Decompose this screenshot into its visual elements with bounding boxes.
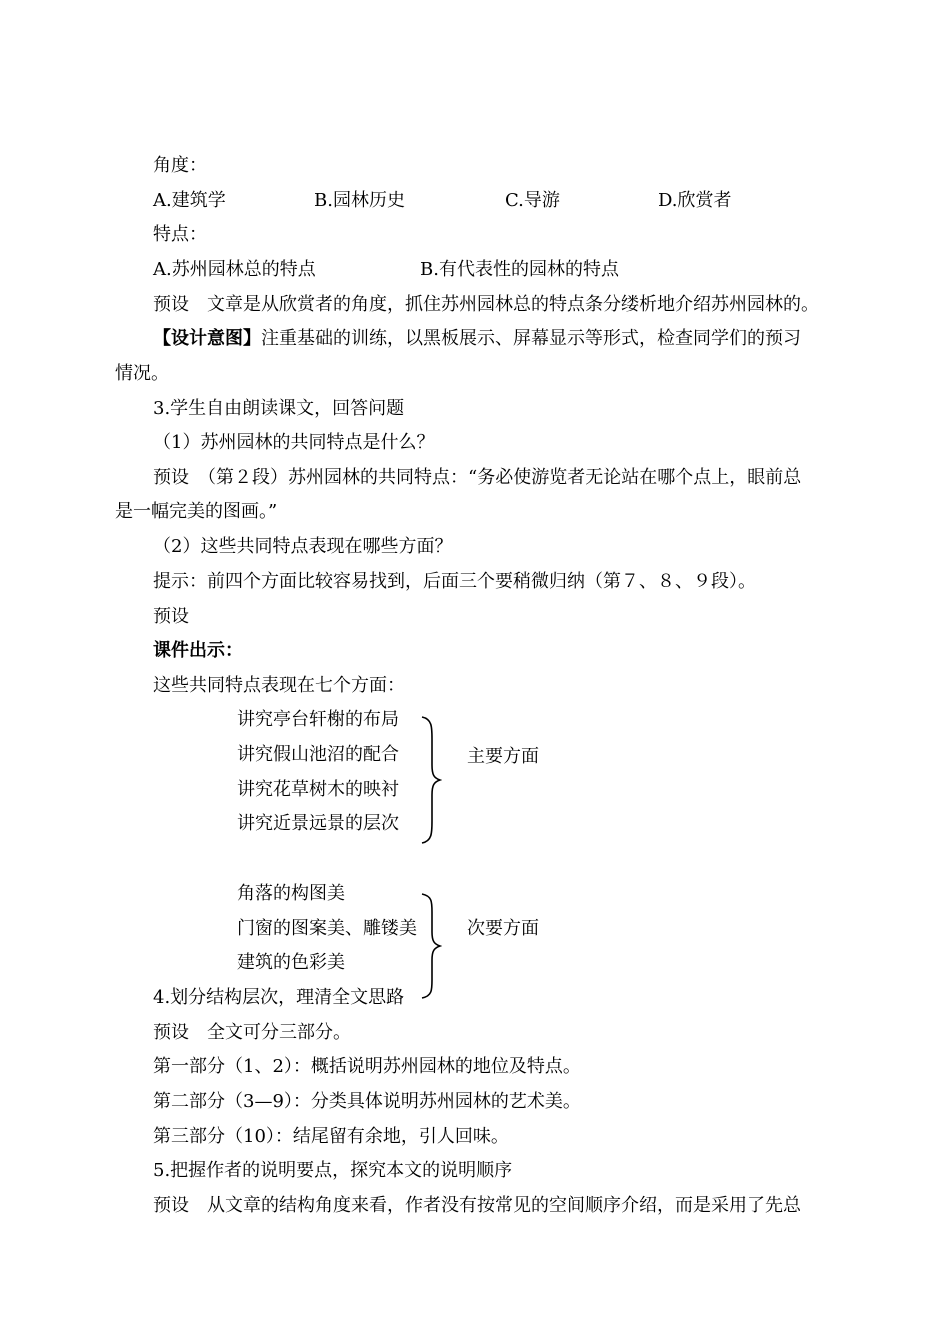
- aspects-intro: 这些共同特点表现在七个方面：: [153, 675, 405, 696]
- part-1: 第一部分（1、2）：概括说明苏州园林的地位及特点。: [153, 1056, 581, 1077]
- answer-1-line2: 是一幅完美的图画。”: [115, 501, 278, 522]
- step5-title: 5.把握作者的说明要点，探究本文的说明顺序: [153, 1160, 513, 1181]
- design-intent-line2: 情况。: [115, 363, 169, 384]
- design-intent-tag: 【设计意图】: [153, 328, 261, 349]
- answer-1-line1: 预设 （第２段）苏州园林的共同特点：“务必使游览者无论站在哪个点上，眼前总: [153, 467, 802, 488]
- question-2: （2）这些共同特点表现在哪些方面？: [153, 536, 453, 557]
- main-aspect-item: 讲究亭台轩榭的布局: [237, 709, 399, 730]
- courseware-heading: 课件出示：: [153, 640, 243, 661]
- minor-aspect-item: 建筑的色彩美: [237, 952, 345, 973]
- main-aspect-item: 讲究花草树木的映衬: [237, 779, 399, 800]
- feature-label: 特点：: [153, 224, 207, 245]
- question-1: （1）苏州园林的共同特点是什么？: [153, 432, 435, 453]
- angle-option-c: C.导游: [505, 190, 560, 211]
- feature-option-b: B.有代表性的园林的特点: [420, 259, 619, 280]
- preset-label: 预设: [153, 606, 189, 627]
- hint: 提示：前四个方面比较容易找到，后面三个要稍微归纳（第７、８、９段）。: [153, 571, 756, 592]
- step3-title: 3.学生自由朗读课文，回答问题: [153, 398, 405, 419]
- minor-aspect-item: 角落的构图美: [237, 883, 345, 904]
- main-aspect-item: 讲究假山池沼的配合: [237, 744, 399, 765]
- part-3: 第三部分（10）：结尾留有余地，引人回味。: [153, 1126, 509, 1147]
- main-aspects-label: 主要方面: [467, 746, 539, 767]
- minor-aspect-item: 门窗的图案美、雕镂美: [237, 918, 417, 939]
- preset-angle-answer: 预设 文章是从欣赏者的角度，抓住苏州园林总的特点条分缕析地介绍苏州园林的。: [153, 294, 819, 315]
- minor-aspects-brace: [420, 892, 442, 1000]
- step5-preset: 预设 从文章的结构角度来看，作者没有按常见的空间顺序介绍，而是采用了先总: [153, 1195, 801, 1216]
- design-intent-text: 注重基础的训练，以黑板展示、屏幕显示等形式，检查同学们的预习: [261, 328, 801, 349]
- angle-label: 角度：: [153, 155, 207, 176]
- design-intent-line1: [153, 327, 801, 351]
- angle-option-b: B.园林历史: [314, 190, 405, 211]
- main-aspects-brace: [420, 715, 442, 845]
- main-aspect-item: 讲究近景远景的层次: [237, 813, 399, 834]
- part-2: 第二部分（3—9）：分类具体说明苏州园林的艺术美。: [153, 1091, 581, 1112]
- angle-option-a: A.建筑学: [153, 190, 226, 211]
- step4-title: 4.划分结构层次，理清全文思路: [153, 987, 405, 1008]
- angle-option-d: D.欣赏者: [658, 190, 732, 211]
- step4-preset: 预设 全文可分三部分。: [153, 1022, 351, 1043]
- minor-aspects-label: 次要方面: [467, 918, 539, 939]
- feature-option-a: A.苏州园林总的特点: [153, 259, 316, 280]
